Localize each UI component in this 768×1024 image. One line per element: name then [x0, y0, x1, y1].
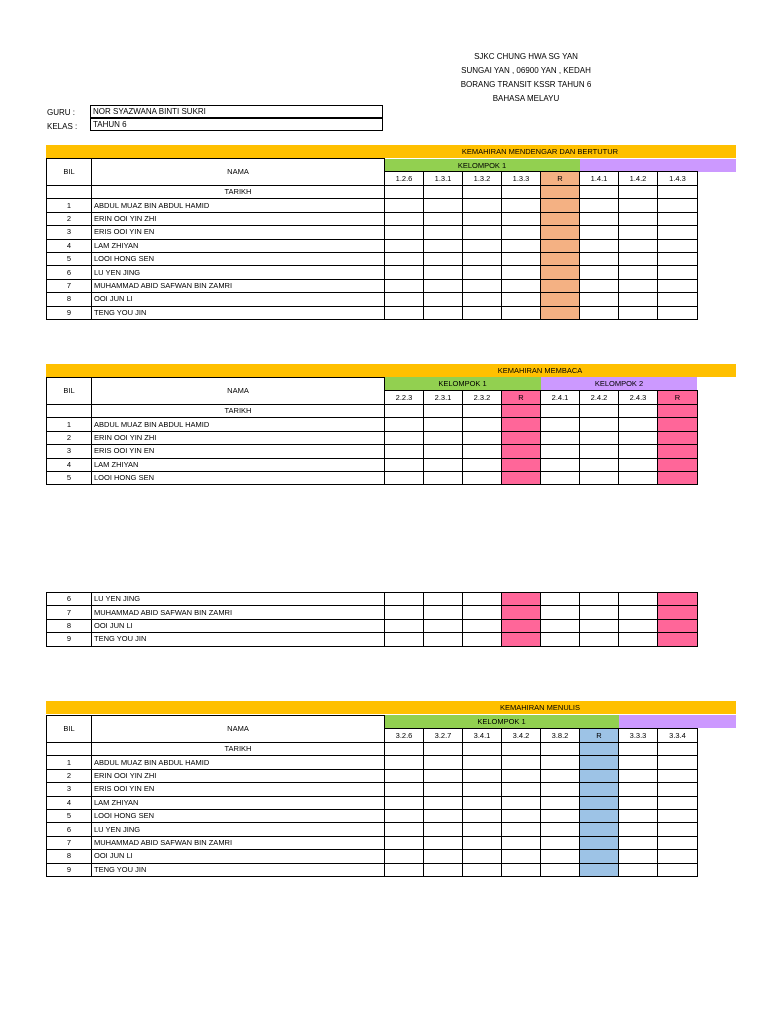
table-row	[47, 633, 698, 646]
row-number: 2	[47, 212, 92, 225]
student-name: LAM ZHIYAN	[92, 796, 385, 809]
table-row	[47, 823, 698, 836]
row-number: 5	[47, 471, 92, 484]
bil-header: BIL	[47, 716, 92, 743]
table-row	[47, 431, 698, 444]
row-number: 7	[47, 279, 92, 292]
bil-header: BIL	[47, 159, 92, 186]
student-name: TENG YOU JIN	[92, 633, 385, 646]
code-cell: 3.3.4	[658, 729, 698, 743]
student-name: LU YEN JING	[92, 593, 385, 606]
code-cell: 1.3.1	[424, 172, 463, 186]
student-name: ABDUL MUAZ BIN ABDUL HAMID	[92, 199, 385, 212]
row-number: 1	[47, 199, 92, 212]
code-cell: 2.4.2	[580, 391, 619, 405]
student-name: LOOI HONG SEN	[92, 471, 385, 484]
student-name: LAM ZHIYAN	[92, 239, 385, 252]
section3-title: KEMAHIRAN MENULIS	[499, 703, 580, 712]
table-row	[47, 809, 698, 822]
code-cell: 1.4.3	[658, 172, 698, 186]
section2-table	[46, 377, 698, 485]
student-name: MUHAMMAD ABID SAFWAN BIN ZAMRI	[92, 279, 385, 292]
table-row	[47, 226, 698, 239]
section1-table	[46, 158, 698, 320]
kelas-field[interactable]: TAHUN 6	[90, 118, 383, 131]
student-name: ERIN OOI YIN ZHI	[92, 212, 385, 225]
table-row	[47, 863, 698, 876]
code-cell: 1.4.1	[580, 172, 619, 186]
row-number: 6	[47, 266, 92, 279]
table-row	[47, 593, 698, 606]
code-cell: 1.3.2	[463, 172, 502, 186]
table-row	[47, 306, 698, 319]
section1-title: KEMAHIRAN MENDENGAR DAN BERTUTUR	[461, 147, 619, 156]
table-row	[47, 293, 698, 306]
student-name: ERIS OOI YIN EN	[92, 783, 385, 796]
row-number: 1	[47, 756, 92, 769]
row-number: 1	[47, 418, 92, 431]
code-cell: 3.2.6	[385, 729, 424, 743]
code-cell: 2.4.3	[619, 391, 658, 405]
row-number: 9	[47, 633, 92, 646]
kelas-label: KELAS :	[47, 122, 78, 131]
row-number: 9	[47, 306, 92, 319]
row-number: 4	[47, 458, 92, 471]
section3-group1: KELOMPOK 1	[384, 715, 619, 728]
student-name: ERIN OOI YIN ZHI	[92, 431, 385, 444]
school-address: SUNGAI YAN , 06900 YAN , KEDAH	[461, 66, 591, 75]
section1-group1: KELOMPOK 1	[384, 159, 580, 172]
code-cell-r: R	[502, 391, 541, 405]
section2-table-continued	[46, 592, 698, 647]
row-number: 4	[47, 796, 92, 809]
code-cell: 3.4.2	[502, 729, 541, 743]
school-name: SJKC CHUNG HWA SG YAN	[474, 52, 578, 61]
student-name: ERIN OOI YIN ZHI	[92, 769, 385, 782]
code-cell: 3.2.7	[424, 729, 463, 743]
row-number: 3	[47, 226, 92, 239]
table-row	[47, 458, 698, 471]
tarikh-label: TARIKH	[92, 743, 385, 756]
student-name: LAM ZHIYAN	[92, 458, 385, 471]
row-number: 5	[47, 809, 92, 822]
table-row	[47, 199, 698, 212]
section2-title: KEMAHIRAN MEMBACA	[497, 366, 583, 375]
row-number: 7	[47, 836, 92, 849]
table-row	[47, 836, 698, 849]
student-name: OOI JUN LI	[92, 619, 385, 632]
student-name: TENG YOU JIN	[92, 863, 385, 876]
code-cell: 3.8.2	[541, 729, 580, 743]
section1-band	[46, 145, 736, 158]
table-row	[47, 212, 698, 225]
subject-title: BAHASA MELAYU	[492, 94, 560, 103]
code-cell-r: R	[658, 391, 698, 405]
student-name: ABDUL MUAZ BIN ABDUL HAMID	[92, 756, 385, 769]
student-name: MUHAMMAD ABID SAFWAN BIN ZAMRI	[92, 836, 385, 849]
student-name: TENG YOU JIN	[92, 306, 385, 319]
row-number: 5	[47, 252, 92, 265]
section2-band	[46, 364, 736, 377]
guru-field[interactable]: NOR SYAZWANA BINTI SUKRI	[90, 105, 383, 118]
code-cell: 1.2.6	[385, 172, 424, 186]
row-number: 6	[47, 593, 92, 606]
code-cell: 2.3.2	[463, 391, 502, 405]
tarikh-label: TARIKH	[92, 186, 385, 199]
section3-band	[46, 701, 736, 714]
student-name: ERIS OOI YIN EN	[92, 445, 385, 458]
nama-header: NAMA	[92, 716, 385, 743]
table-row	[47, 619, 698, 632]
bil-header: BIL	[47, 378, 92, 405]
row-number: 6	[47, 823, 92, 836]
table-row	[47, 796, 698, 809]
tarikh-label: TARIKH	[92, 405, 385, 418]
code-cell: 2.3.1	[424, 391, 463, 405]
row-number: 7	[47, 606, 92, 619]
row-number: 3	[47, 445, 92, 458]
code-cell-r: R	[580, 729, 619, 743]
student-name: OOI JUN LI	[92, 850, 385, 863]
nama-header: NAMA	[92, 378, 385, 405]
code-cell: 2.4.1	[541, 391, 580, 405]
code-cell: 1.3.3	[502, 172, 541, 186]
nama-header: NAMA	[92, 159, 385, 186]
student-name: ABDUL MUAZ BIN ABDUL HAMID	[92, 418, 385, 431]
form-title: BORANG TRANSIT KSSR TAHUN 6	[460, 80, 592, 89]
section3-table	[46, 715, 698, 877]
student-name: LOOI HONG SEN	[92, 809, 385, 822]
row-number: 4	[47, 239, 92, 252]
row-number: 8	[47, 619, 92, 632]
code-cell: 1.4.2	[619, 172, 658, 186]
table-row	[47, 783, 698, 796]
code-cell: 2.2.3	[385, 391, 424, 405]
row-number: 2	[47, 431, 92, 444]
student-name: LU YEN JING	[92, 823, 385, 836]
table-row	[47, 471, 698, 484]
table-row	[47, 239, 698, 252]
code-cell: 3.4.1	[463, 729, 502, 743]
student-name: LOOI HONG SEN	[92, 252, 385, 265]
student-name: OOI JUN LI	[92, 293, 385, 306]
row-number: 3	[47, 783, 92, 796]
table-row	[47, 279, 698, 292]
code-cell: 3.3.3	[619, 729, 658, 743]
table-row	[47, 252, 698, 265]
table-row	[47, 445, 698, 458]
table-row	[47, 850, 698, 863]
row-number: 8	[47, 850, 92, 863]
section2-group1: KELOMPOK 1	[384, 377, 541, 390]
guru-label: GURU :	[47, 108, 75, 117]
student-name: ERIS OOI YIN EN	[92, 226, 385, 239]
row-number: 9	[47, 863, 92, 876]
table-row	[47, 266, 698, 279]
table-row	[47, 606, 698, 619]
table-row	[47, 418, 698, 431]
student-name: LU YEN JING	[92, 266, 385, 279]
code-cell-r: R	[541, 172, 580, 186]
table-row	[47, 756, 698, 769]
student-name: MUHAMMAD ABID SAFWAN BIN ZAMRI	[92, 606, 385, 619]
section2-group2: KELOMPOK 2	[541, 377, 697, 390]
table-row	[47, 769, 698, 782]
row-number: 8	[47, 293, 92, 306]
row-number: 2	[47, 769, 92, 782]
